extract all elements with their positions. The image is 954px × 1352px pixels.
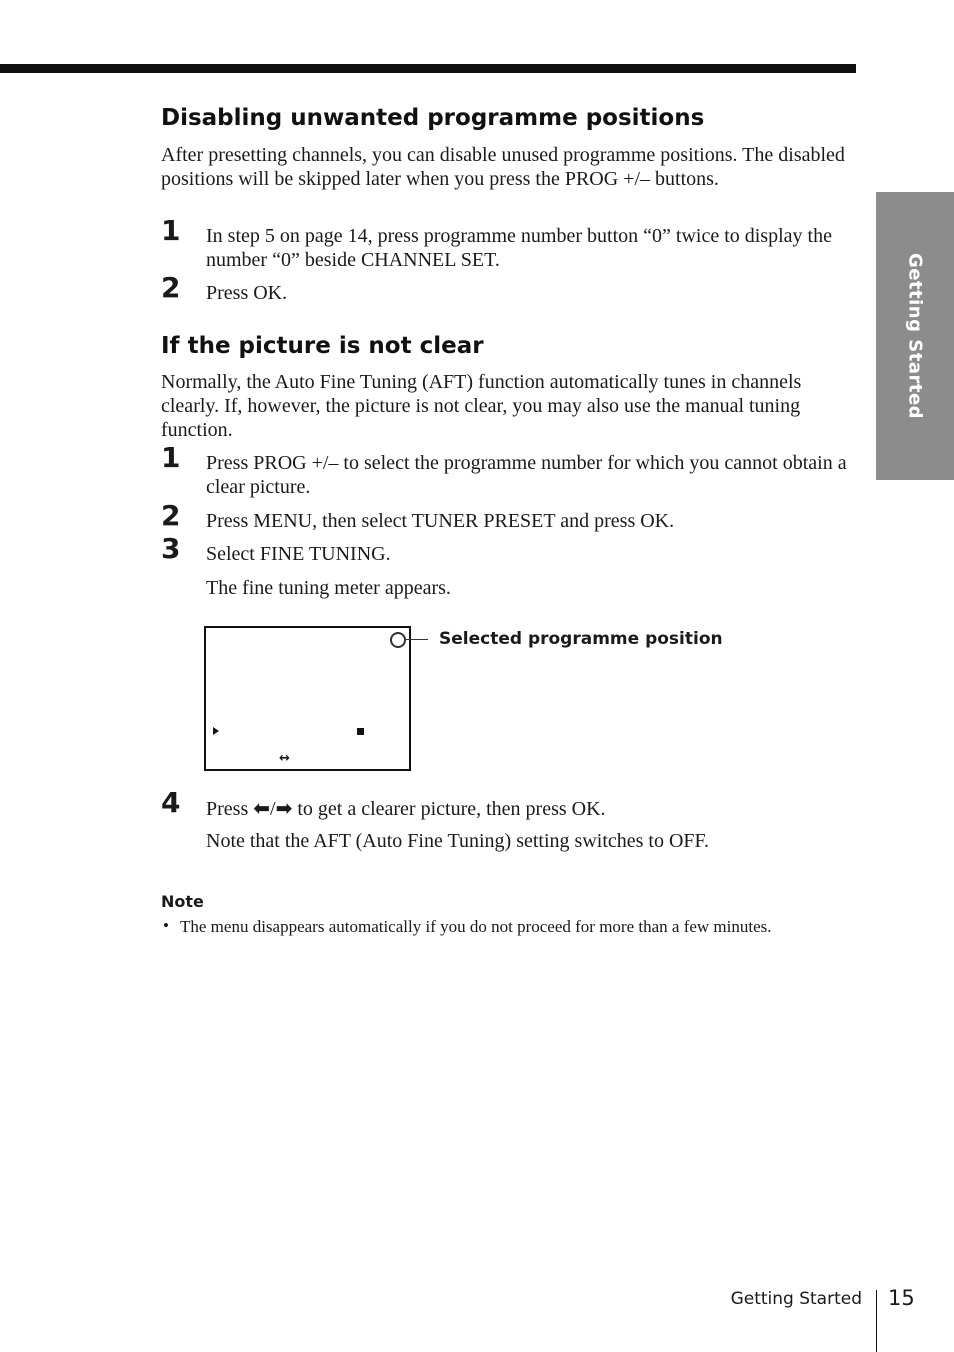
footer-section-title: Getting Started <box>730 1289 862 1309</box>
side-tab <box>876 192 954 480</box>
circle-marker-icon <box>390 632 406 648</box>
arrow-slash: / <box>270 798 276 820</box>
double-arrow-icon: ↔ <box>279 751 290 766</box>
right-arrow-icon: ➡ <box>275 796 293 820</box>
side-tab-label: Getting Started <box>904 252 926 420</box>
footer-divider <box>876 1290 877 1352</box>
step-text-post: to get a clearer picture, then press OK. <box>297 798 606 820</box>
page-number: 15 <box>888 1286 915 1310</box>
step-number: 2 <box>161 271 181 304</box>
step-text: Press MENU, then select TUNER PRESET and press OK. <box>206 510 675 532</box>
step-number: 1 <box>161 214 181 247</box>
top-rule <box>0 64 856 73</box>
section-intro-picture: Normally, the Auto Fine Tuning (AFT) function automatically tunes in channels clearly. If, however, the picture is not clear, you may also use the manual tuning function. <box>161 371 802 441</box>
step-subtext: The fine tuning meter appears. <box>206 577 451 599</box>
section-heading-picture: If the picture is not clear <box>161 333 484 359</box>
callout-label: Selected programme position <box>439 629 723 649</box>
section-intro-disabling: After presetting channels, you can disable unused programme positions. The disabled positions will be skipped later when you press the PROG +/– buttons. <box>161 144 845 190</box>
tv-screen-illustration <box>204 626 411 771</box>
step-text: Press PROG +/– to select the programme number for which you cannot obtain a clear picture. <box>206 452 847 498</box>
bullet-icon: • <box>163 916 169 935</box>
callout-line <box>406 639 428 640</box>
note-text: The menu disappears automatically if you do not proceed for more than a few minutes. <box>180 917 772 936</box>
step-text: Press OK. <box>206 282 288 304</box>
step-subtext: Note that the AFT (Auto Fine Tuning) setting switches to OFF. <box>206 830 710 852</box>
note-heading: Note <box>161 892 204 911</box>
step-number: 3 <box>161 532 181 565</box>
step-text <box>206 796 861 821</box>
step-number: 2 <box>161 499 181 532</box>
left-arrow-icon: ⬅ <box>253 796 270 820</box>
section-heading-disabling: Disabling unwanted programme positions <box>161 105 705 131</box>
step-text: In step 5 on page 14, press programme number button “0” twice to display the number “0” beside CHANNEL SET. <box>206 225 832 271</box>
square-marker-icon <box>357 728 364 735</box>
step-text-pre: Press <box>206 798 249 820</box>
triangle-marker-icon <box>213 727 219 735</box>
step-number: 4 <box>161 786 181 819</box>
step-number: 1 <box>161 441 181 474</box>
step-text: Select FINE TUNING. <box>206 543 391 565</box>
